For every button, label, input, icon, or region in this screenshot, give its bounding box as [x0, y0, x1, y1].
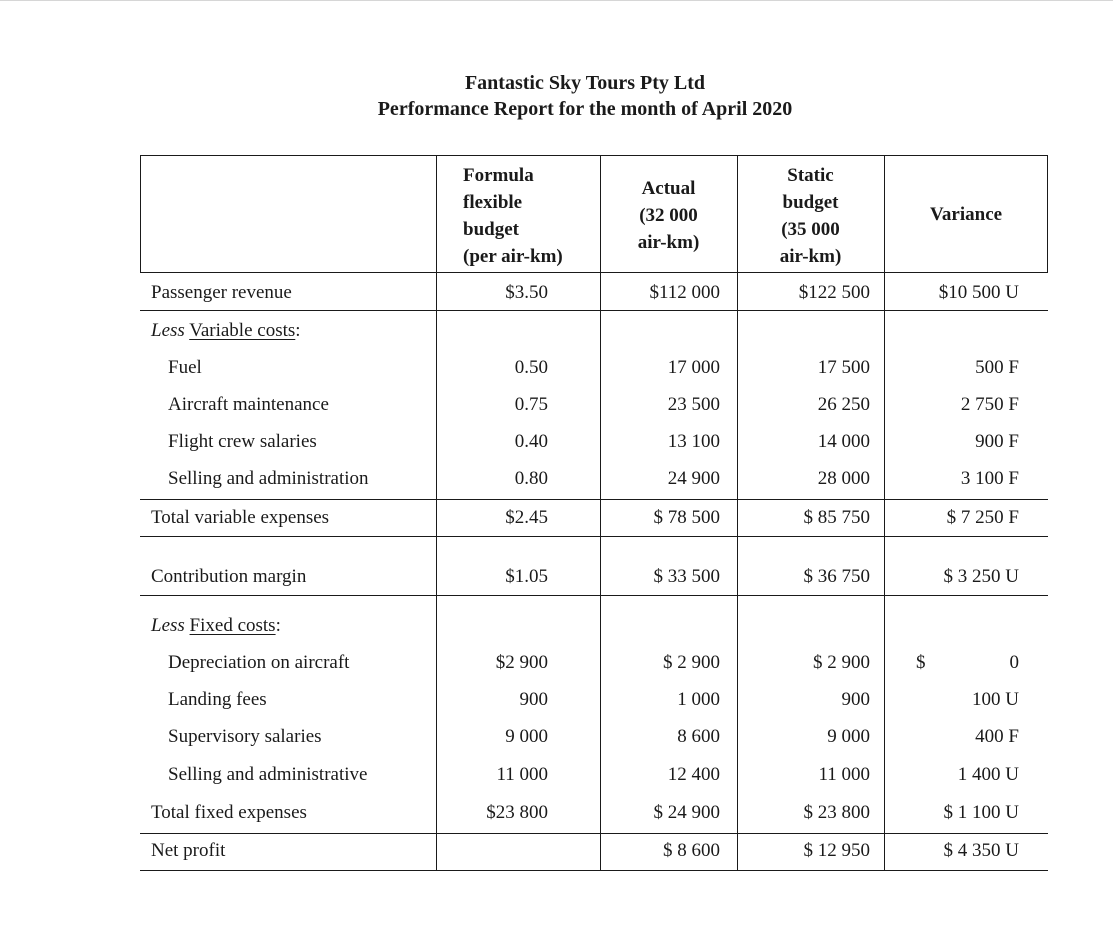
cell-formula: $23 800 [486, 802, 548, 823]
section-label: Variable costs [189, 320, 296, 341]
cell-actual: $ 24 900 [653, 802, 720, 823]
top-rule [0, 0, 1113, 1]
row-rule [140, 595, 1048, 596]
row-label: Total fixed expenses [151, 802, 307, 823]
header-static [737, 162, 884, 270]
cell-variance: 400 F [975, 726, 1019, 747]
cell-actual: $ 78 500 [653, 507, 720, 528]
row-label: Total variable expenses [151, 507, 330, 528]
header-text: (per air-km) [463, 246, 563, 267]
header-text: (32 000 [639, 205, 698, 226]
cell-formula: $1.05 [505, 566, 548, 587]
header-variance [884, 201, 1048, 228]
cell-actual: $ 33 500 [653, 566, 720, 587]
section-colon: : [295, 320, 301, 341]
cell-formula: 0.50 [514, 357, 548, 378]
cell-variance: $ 0 [916, 652, 1019, 673]
row-fuel [140, 354, 1048, 382]
cell-static: 17 500 [817, 357, 870, 378]
report-title: Performance Report for the month of April 2020 [377, 98, 793, 120]
row-label: Passenger revenue [151, 282, 292, 303]
row-less-variable-costs [140, 317, 1048, 345]
cell-static: $122 500 [798, 282, 870, 303]
row-total-variable-expenses [140, 504, 1048, 532]
cell-variance: $ 4 350 U [943, 840, 1019, 861]
header-text: (35 000 [781, 219, 840, 240]
cell-variance: $ 7 250 F [946, 507, 1019, 528]
row-total-fixed-expenses [140, 799, 1048, 827]
cell-static: $ 23 800 [803, 802, 870, 823]
performance-report-table [140, 155, 1048, 871]
header-text: Actual [641, 178, 696, 199]
cell-static: $ 85 750 [803, 507, 870, 528]
cell-variance: $10 500 U [938, 282, 1019, 303]
cell-static: 28 000 [817, 468, 870, 489]
cell-actual: 12 400 [667, 764, 720, 785]
header-text: Variance [929, 204, 1003, 225]
row-rule [140, 310, 1048, 311]
cell-variance: 3 100 F [960, 468, 1019, 489]
section-colon: : [275, 615, 281, 636]
cell-actual: $112 000 [649, 282, 720, 303]
row-depreciation [140, 649, 1048, 677]
table-left-border [140, 155, 141, 273]
company-name: Fantastic Sky Tours Pty Ltd [464, 72, 706, 94]
row-label: Flight crew salaries [168, 431, 317, 452]
cell-formula: 0.75 [514, 394, 548, 415]
row-net-profit [140, 837, 1048, 865]
row-aircraft-maintenance [140, 391, 1048, 419]
header-text: Static [787, 165, 834, 186]
row-selling-administration [140, 465, 1048, 493]
header-actual [600, 175, 737, 256]
cell-variance: 500 F [975, 357, 1019, 378]
cell-actual: 8 600 [677, 726, 720, 747]
section-label: Fixed costs [189, 615, 276, 636]
row-rule [140, 536, 1048, 537]
cell-variance: $ 3 250 U [943, 566, 1019, 587]
row-label: Aircraft maintenance [168, 394, 329, 415]
cell-formula: 11 000 [496, 764, 548, 785]
cell-static: 26 250 [817, 394, 870, 415]
row-label: Contribution margin [151, 566, 307, 587]
row-supervisory-salaries [140, 723, 1048, 751]
row-selling-administrative [140, 761, 1048, 789]
row-flight-crew-salaries [140, 428, 1048, 456]
header-bottom-border [140, 272, 1048, 273]
cell-formula: 9 000 [505, 726, 548, 747]
cell-formula: 0.40 [514, 431, 548, 452]
header-text: budget [782, 192, 839, 213]
less-text: Less [151, 615, 185, 636]
cell-formula: $3.50 [505, 282, 548, 303]
cell-actual: 17 000 [667, 357, 720, 378]
row-contribution-margin [140, 563, 1048, 591]
row-rule [140, 833, 1048, 834]
row-rule [140, 499, 1048, 500]
row-label: Depreciation on aircraft [168, 652, 350, 673]
cell-variance: $ 1 100 U [943, 802, 1019, 823]
cell-static: 14 000 [817, 431, 870, 452]
header-text: budget [463, 219, 519, 240]
cell-actual: 1 000 [677, 689, 720, 710]
row-label: Selling and administrative [168, 764, 368, 785]
less-text: Less [151, 320, 185, 341]
section-heading [151, 317, 301, 345]
header-text: Formula [463, 165, 534, 186]
row-less-fixed-costs [140, 612, 1048, 640]
header-formula [463, 162, 563, 270]
cell-actual: $ 8 600 [663, 840, 720, 861]
row-label: Fuel [168, 357, 202, 378]
section-heading [151, 612, 281, 640]
cell-actual: $ 2 900 [663, 652, 720, 673]
cell-formula: 900 [519, 689, 548, 710]
row-label: Supervisory salaries [168, 726, 322, 747]
cell-actual: 23 500 [667, 394, 720, 415]
cell-formula: 0.80 [514, 468, 548, 489]
cell-actual: 24 900 [667, 468, 720, 489]
table-top-border [140, 155, 1048, 156]
cell-static: 900 [841, 689, 870, 710]
cell-static: $ 2 900 [813, 652, 870, 673]
row-label: Net profit [151, 840, 226, 861]
cell-variance: 900 F [975, 431, 1019, 452]
header-text: air-km) [637, 232, 700, 253]
header-text: air-km) [779, 246, 842, 267]
cell-variance: 1 400 U [957, 764, 1019, 785]
cell-actual: 13 100 [667, 431, 720, 452]
row-label: Landing fees [168, 689, 267, 710]
cell-formula: $2.45 [505, 507, 548, 528]
cell-static: $ 36 750 [803, 566, 870, 587]
row-landing-fees [140, 686, 1048, 714]
row-passenger-revenue [140, 279, 1048, 307]
cell-variance: 2 750 F [960, 394, 1019, 415]
cell-static: 9 000 [827, 726, 870, 747]
table-bottom-border [140, 870, 1048, 871]
header-text: flexible [463, 192, 523, 213]
row-label: Selling and administration [168, 468, 369, 489]
cell-formula: $2 900 [495, 652, 548, 673]
cell-static: $ 12 950 [803, 840, 870, 861]
cell-variance: 100 U [972, 689, 1019, 710]
cell-static: 11 000 [818, 764, 870, 785]
